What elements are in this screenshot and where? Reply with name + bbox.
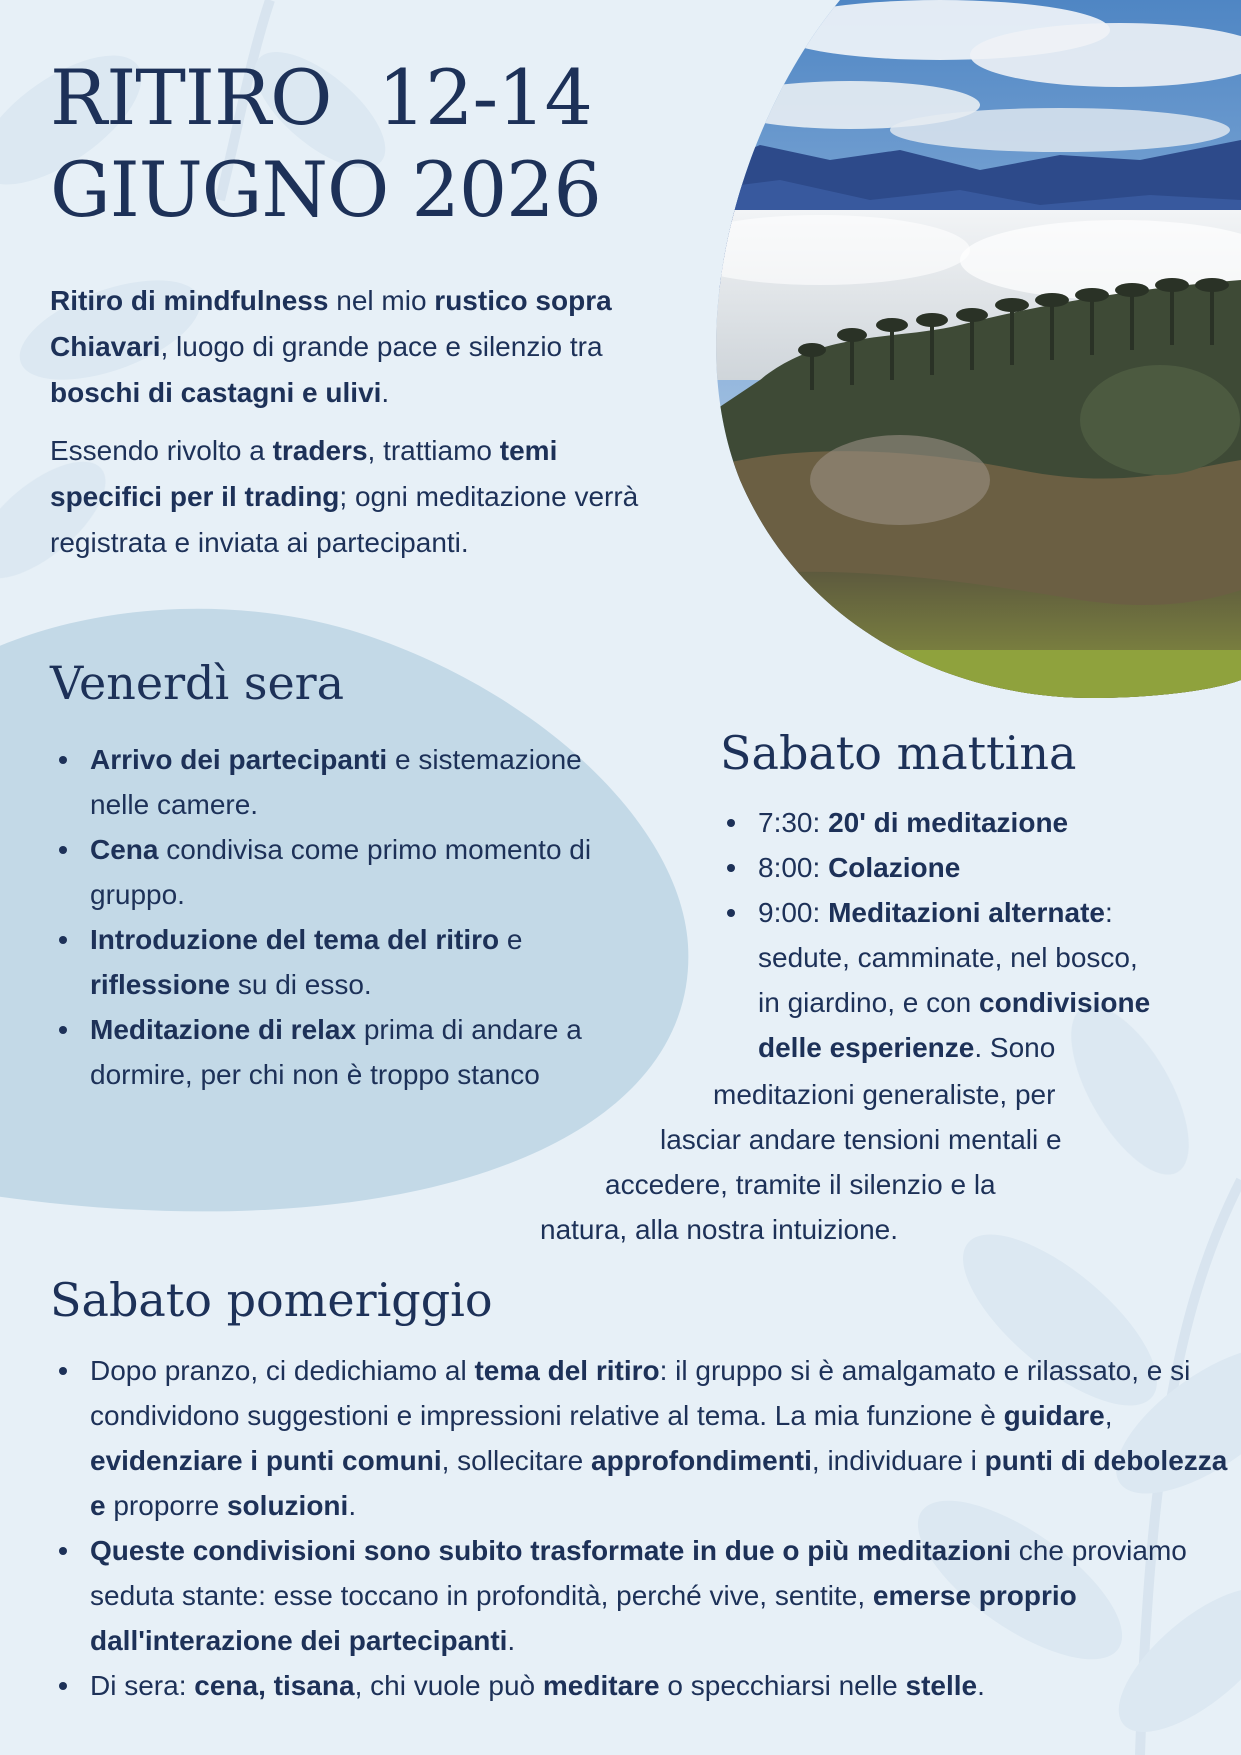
- list-item: Queste condivisioni sono subito trasformate in due o più meditazioni che proviamo seduta stante: esse toccano in profondità, perché vive, sentite, emerse proprio dall'interazione dei partecipanti.: [50, 1528, 1230, 1663]
- list-item: Meditazione di relax prima di andare a dormire, per chi non è troppo stanco: [50, 1007, 610, 1097]
- landscape-photo: [700, 0, 1241, 700]
- item-line: delle esperienze. Sono: [758, 1032, 1056, 1063]
- list-item: Cena condivisa come primo momento di gruppo.: [50, 827, 610, 917]
- heading-sabato-pomeriggio: Sabato pomeriggio: [50, 1273, 493, 1327]
- continuation-line: accedere, tramite il silenzio e la: [605, 1169, 996, 1200]
- list-item: Introduzione del tema del ritiro e riflessione su di esso.: [50, 917, 610, 1007]
- continuation-line: meditazioni generaliste, per: [713, 1079, 1056, 1110]
- list-item: 7:30: 20' di meditazione: [718, 800, 1238, 845]
- heading-sabato-mattina: Sabato mattina: [720, 726, 1077, 780]
- intro-section: [50, 278, 670, 578]
- list-venerdi-sera: [50, 737, 610, 1097]
- list-item: 8:00: Colazione: [718, 845, 1238, 890]
- heading-venerdi-sera: Venerdì sera: [50, 656, 345, 710]
- list-sabato-pomeriggio: [50, 1348, 1230, 1708]
- continuation-line: lasciar andare tensioni mentali e: [660, 1124, 1062, 1155]
- list-item: Di sera: cena, tisana, chi vuole può meditare o specchiarsi nelle stelle.: [50, 1663, 1230, 1708]
- intro-paragraph-2: Essendo rivolto a traders, trattiamo temi specifici per il trading; ogni meditazione verrà registrata e inviata ai partecipanti.: [50, 435, 639, 558]
- list-item: Arrivo dei partecipanti e sistemazione nelle camere.: [50, 737, 610, 827]
- intro-paragraph-1: Ritiro di mindfulness nel mio rustico sopra Chiavari, luogo di grande pace e silenzio tra boschi di castagni e ulivi.: [50, 285, 612, 408]
- title-line-2: GIUGNO 2026: [50, 145, 601, 234]
- list-sabato-mattina: [718, 800, 1238, 1070]
- item-line: 9:00: Meditazioni alternate:: [758, 897, 1113, 928]
- title-line-1: RITIRO 12-14: [50, 53, 592, 142]
- item-line: in giardino, e con condivisione: [758, 987, 1151, 1018]
- list-item: Dopo pranzo, ci dedichiamo al tema del ritiro: il gruppo si è amalgamato e rilassato, e si condividono suggestioni e impressioni relative al tema. La mia funzione è guidare, evidenziare i punti comuni, sollecitare approfondimenti, individuare i punti di debolezza e proporre soluzioni.: [50, 1348, 1230, 1528]
- page-title: [50, 52, 690, 236]
- continuation-line: natura, alla nostra intuizione.: [540, 1214, 898, 1245]
- item-line: sedute, camminate, nel bosco,: [758, 942, 1138, 973]
- list-item: [718, 890, 1238, 1070]
